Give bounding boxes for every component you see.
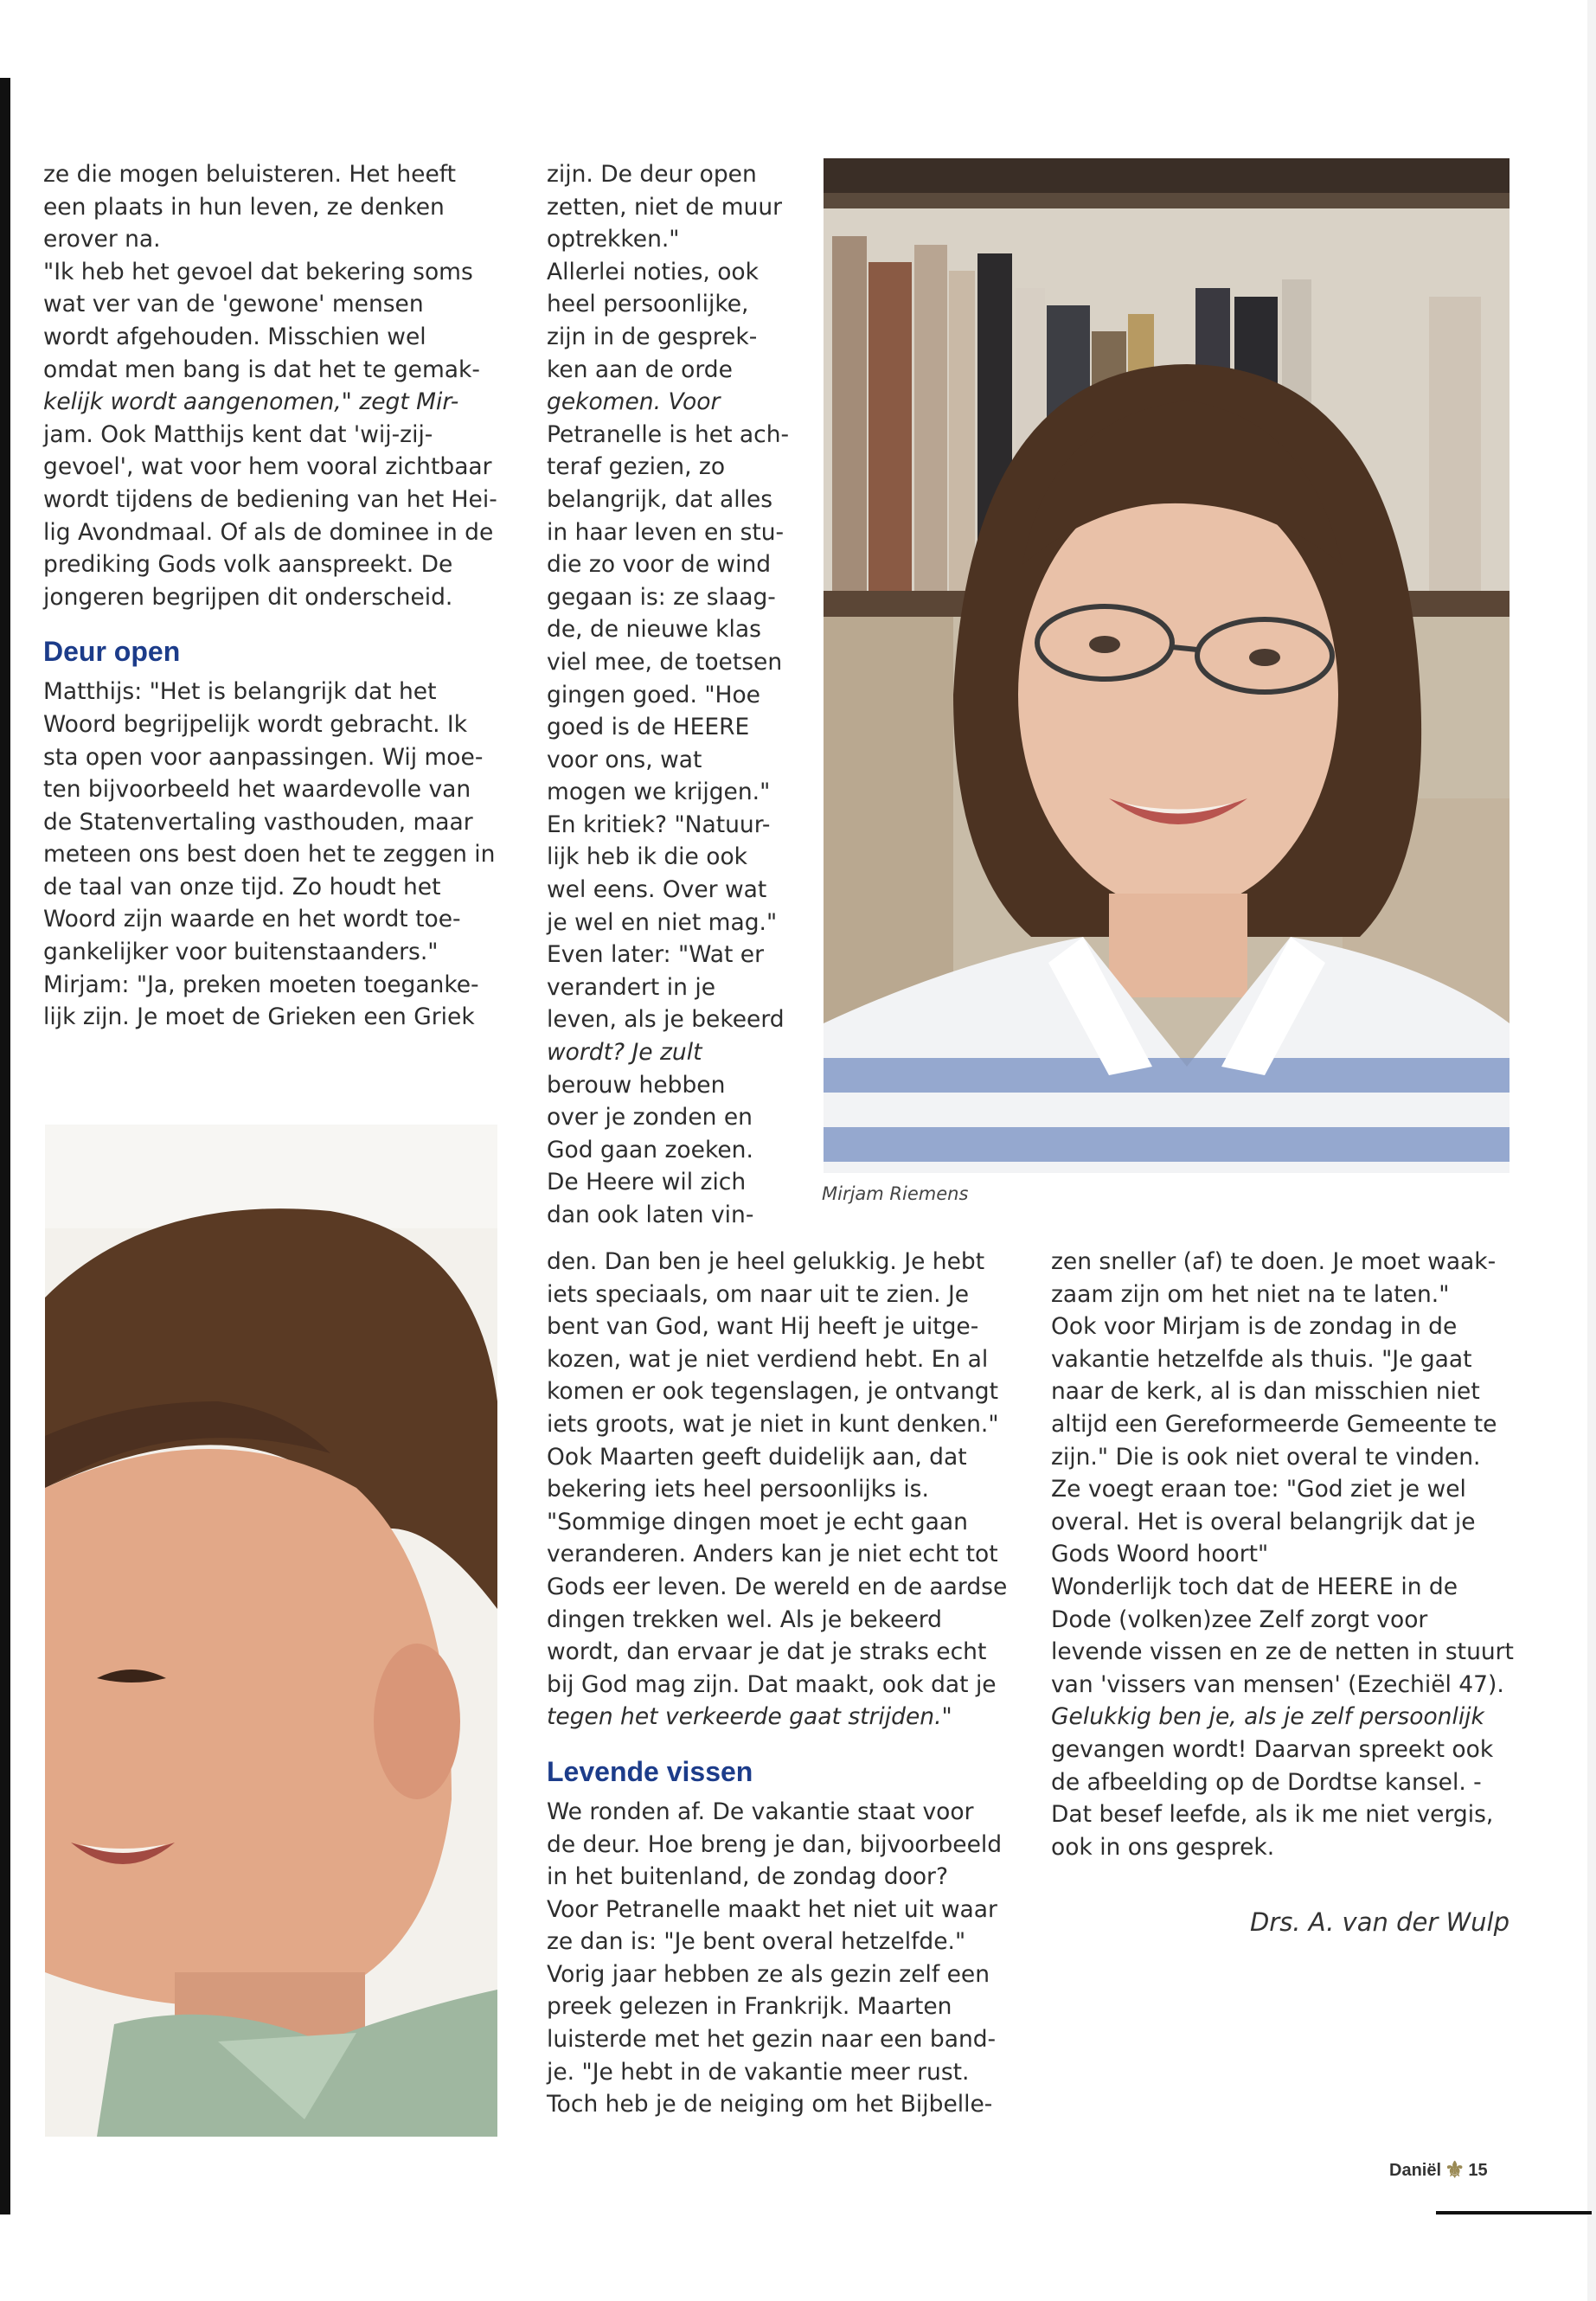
- text-line: dingen trekken wel. Als je bekeerd: [547, 1606, 942, 1633]
- fleur-de-lis-icon: ⚜: [1445, 2157, 1465, 2182]
- text-line: wordt afgehouden. Misschien wel: [43, 323, 426, 350]
- text-line: We ronden af. De vakantie staat voor: [547, 1798, 974, 1825]
- text-line: Mirjam: "Ja, preken moeten toeganke-: [43, 971, 479, 998]
- text-line: omdat men bang is dat het te gemak-: [43, 356, 480, 383]
- page-footer: [1389, 2157, 1488, 2183]
- italic-text: gekomen. Voor: [547, 388, 721, 416]
- text-line: En kritiek? "Natuur-: [547, 811, 771, 838]
- text-line-italic: [547, 1036, 792, 1069]
- text-line: Ze voegt eraan toe: "God ziet je wel: [1051, 1476, 1466, 1503]
- text-line: zaam zijn om het niet na te laten.": [1051, 1280, 1450, 1308]
- text-line: zetten, niet de muur: [547, 193, 783, 221]
- bottom-rule: [1436, 2211, 1592, 2214]
- text-line: Matthijs: "Het is belangrijk dat het: [43, 678, 437, 706]
- text-line: kozen, wat je niet verdiend hebt. En al: [547, 1345, 989, 1373]
- text-line: preek gelezen in Frankrijk. Maarten: [547, 1993, 952, 2021]
- text-line: Woord zijn waarde en het wordt toe-: [43, 906, 461, 933]
- text-line: lijk heb ik die ook: [547, 843, 748, 871]
- text-line: Even later: "Wat er: [547, 941, 764, 969]
- text-line-italic: [547, 1701, 1014, 1734]
- text-line: wordt tijdens de bediening van het Hei-: [43, 485, 497, 513]
- text-line: Voor Petranelle maakt het niet uit waar: [547, 1895, 997, 1923]
- page-edge-right: [1587, 0, 1596, 2301]
- text-line: wordt, dan ervaar je dat je straks echt: [547, 1638, 987, 1666]
- text-line: meteen ons best doen het te zeggen in: [43, 841, 496, 868]
- article-column-3: [547, 1246, 1014, 2121]
- text-line: naar de kerk, al is dan misschien niet: [1051, 1378, 1480, 1406]
- text-line: de afbeelding op de Dordtse kansel. -: [1051, 1768, 1482, 1796]
- text-line: jam. Ook Matthijs kent dat 'wij-zij-: [43, 420, 433, 448]
- text-line: iets groots, wat je niet in kunt denken.": [547, 1410, 999, 1438]
- text-line: viel mee, de toetsen: [547, 648, 783, 676]
- text-line: Dat besef leefde, als ik me niet vergis,: [1051, 1801, 1494, 1829]
- text-line: jongeren begrijpen dit onderscheid.: [43, 583, 453, 611]
- text-line: teraf gezien, zo: [547, 453, 726, 481]
- text-line: de taal van onze tijd. Zo houdt het: [43, 873, 441, 901]
- text-line: Wonderlijk toch dat de HEERE in de: [1051, 1573, 1458, 1600]
- text-line: berouw hebben: [547, 1071, 726, 1099]
- text-line: belangrijk, dat alles: [547, 485, 773, 513]
- text-line: "Ik heb het gevoel dat bekering soms: [43, 258, 473, 285]
- article-column-2: [547, 158, 792, 1232]
- text-line: verandert in je: [547, 973, 715, 1001]
- text-line: bekering iets heel persoonlijks is.: [547, 1476, 929, 1503]
- text-line: zijn." Die is ook niet overal te vinden.: [1051, 1443, 1481, 1471]
- text-line: Allerlei noties, ook: [547, 258, 759, 285]
- text-line: ze dan is: "Je bent overal hetzelfde.": [547, 1928, 966, 1956]
- text-line: ze die mogen beluisteren. Het heeft: [43, 161, 457, 188]
- text-line: wat ver van de 'gewone' mensen: [43, 291, 424, 318]
- text-line-italic: [547, 386, 792, 419]
- text-line: de, de nieuwe klas: [547, 616, 761, 644]
- author-signature: Drs. A. van der Wulp: [1249, 1907, 1509, 1937]
- magazine-name: Daniël: [1389, 2161, 1442, 2180]
- text-line: gegaan is: ze slaag-: [547, 583, 776, 611]
- text-line: voor ons, wat: [547, 746, 702, 773]
- text-line: de deur. Hoe breng je dan, bijvoorbeeld: [547, 1830, 1003, 1858]
- text-line: Toch heb je de neiging om het Bijbelle-: [547, 2091, 993, 2118]
- photo-caption: Mirjam Riemens: [822, 1183, 969, 1204]
- text-line: ook in ons gesprek.: [1051, 1833, 1275, 1861]
- text-line: Gods Woord hoort": [1051, 1541, 1269, 1568]
- text-line: van 'vissers van mensen' (Ezechiël 47).: [1051, 1670, 1504, 1698]
- text-line: levende vissen en ze de netten in stuurt: [1051, 1638, 1514, 1666]
- text-line: Ook Maarten geeft duidelijk aan, dat: [547, 1443, 967, 1471]
- italic-quote: kelijk wordt aangenomen,": [43, 388, 352, 416]
- page-number: 15: [1468, 2161, 1488, 2180]
- article-column-1: [43, 158, 506, 1034]
- text-line: je. "Je hebt in de vakantie meer rust.: [547, 2058, 970, 2086]
- text-line: lig Avondmaal. Of als de dominee in de: [43, 518, 494, 546]
- text-line: komen er ook tegenslagen, je ontvangt: [547, 1378, 998, 1406]
- text-line: leven, als je bekeerd: [547, 1006, 785, 1034]
- italic-quote-tail: zegt Mir-: [351, 388, 459, 416]
- text-line: zen sneller (af) te doen. Je moet waak-: [1051, 1248, 1497, 1275]
- text-line: over je zonden en: [547, 1104, 753, 1131]
- text-line-italic: [1051, 1701, 1518, 1734]
- text-line: Dode (volken)zee Zelf zorgt voor: [1051, 1606, 1428, 1633]
- text-line: Vorig jaar hebben ze als gezin zelf een: [547, 1960, 990, 1988]
- text-line: wel eens. Over wat: [547, 876, 767, 904]
- text-line: ken aan de orde: [547, 356, 733, 383]
- section-heading-deur-open: Deur open: [43, 636, 181, 668]
- photo-mirjam: [824, 158, 1509, 1173]
- text-line: sta open voor aanpassingen. Wij moe-: [43, 743, 484, 771]
- text-line: mogen we krijgen.": [547, 779, 771, 806]
- text-line: lijk zijn. Je moet de Grieken een Griek: [43, 1003, 475, 1031]
- page-edge-shadow: [0, 78, 10, 2214]
- text-line: Gods eer leven. De wereld en de aardse: [547, 1573, 1008, 1600]
- text-line: altijd een Gereformeerde Gemeente te: [1051, 1410, 1497, 1438]
- text-line: je wel en niet mag.": [547, 908, 778, 936]
- text-line: dan ook laten vin-: [547, 1202, 754, 1228]
- text-line: in het buitenland, de zondag door?: [547, 1863, 949, 1891]
- text-line: gevoel', wat voor hem vooral zichtbaar: [43, 453, 492, 481]
- text-line: zijn in de gesprek-: [547, 323, 758, 350]
- italic-text: tegen het verkeerde gaat strijden.": [547, 1703, 952, 1731]
- text-line: ten bijvoorbeeld het waardevolle van: [43, 776, 471, 804]
- italic-text: Gelukkig ben je, als je zelf persoonlijk: [1051, 1703, 1484, 1731]
- text-line: prediking Gods volk aanspreekt. De: [43, 551, 453, 579]
- text-line: luisterde met het gezin naar een band-: [547, 2026, 997, 2054]
- text-line: de Statenvertaling vasthouden, maar: [43, 808, 473, 836]
- text-line: in haar leven en stu-: [547, 518, 785, 546]
- text-line: Ook voor Mirjam is de zondag in de: [1051, 1313, 1458, 1341]
- text-line: goed is de HEERE: [547, 714, 750, 741]
- text-line: God gaan zoeken.: [547, 1136, 753, 1163]
- text-line: iets speciaals, om naar uit te zien. Je: [547, 1280, 970, 1308]
- photo-boy-illustration: [45, 1125, 497, 2137]
- text-line: Petranelle is het ach-: [547, 420, 790, 448]
- text-line: optrekken.": [547, 226, 680, 253]
- text-line: "Sommige dingen moet je echt gaan: [547, 1508, 968, 1535]
- text-line: Woord begrijpelijk wordt gebracht. Ik: [43, 710, 468, 738]
- text-line: gevangen wordt! Daarvan spreekt ook: [1051, 1735, 1494, 1763]
- col1-intro: [43, 158, 506, 613]
- text-line: den. Dan ben je heel gelukkig. Je hebt: [547, 1248, 985, 1275]
- text-line: vakantie hetzelfde als thuis. "Je gaat: [1051, 1345, 1472, 1373]
- article-column-4: [1051, 1246, 1518, 1863]
- text-line: die zo voor de wind: [547, 551, 772, 579]
- text-line: gingen goed. "Hoe: [547, 681, 760, 708]
- col1-after: [43, 676, 506, 1034]
- text-line: bij God mag zijn. Dat maakt, ook dat je: [547, 1670, 997, 1698]
- italic-text: wordt? Je zult: [547, 1039, 702, 1067]
- text-line: zijn. De deur open: [547, 161, 757, 188]
- text-line: heel persoonlijke,: [547, 291, 749, 318]
- text-line: gankelijker voor buitenstaanders.": [43, 939, 439, 966]
- section-heading-levende-vissen: Levende vissen: [547, 1755, 753, 1787]
- text-line: De Heere wil zich: [547, 1169, 747, 1196]
- photo-boy: [45, 1125, 497, 2137]
- text-line: erover na.: [43, 226, 161, 253]
- text-line: [43, 386, 506, 419]
- text-line: overal. Het is overal belangrijk dat je: [1051, 1508, 1476, 1535]
- photo-mirjam-illustration: [824, 158, 1509, 1173]
- text-line: een plaats in hun leven, ze denken: [43, 193, 445, 221]
- text-line: bent van God, want Hij heeft je uitge-: [547, 1313, 979, 1341]
- text-line: veranderen. Anders kan je niet echt tot: [547, 1541, 998, 1568]
